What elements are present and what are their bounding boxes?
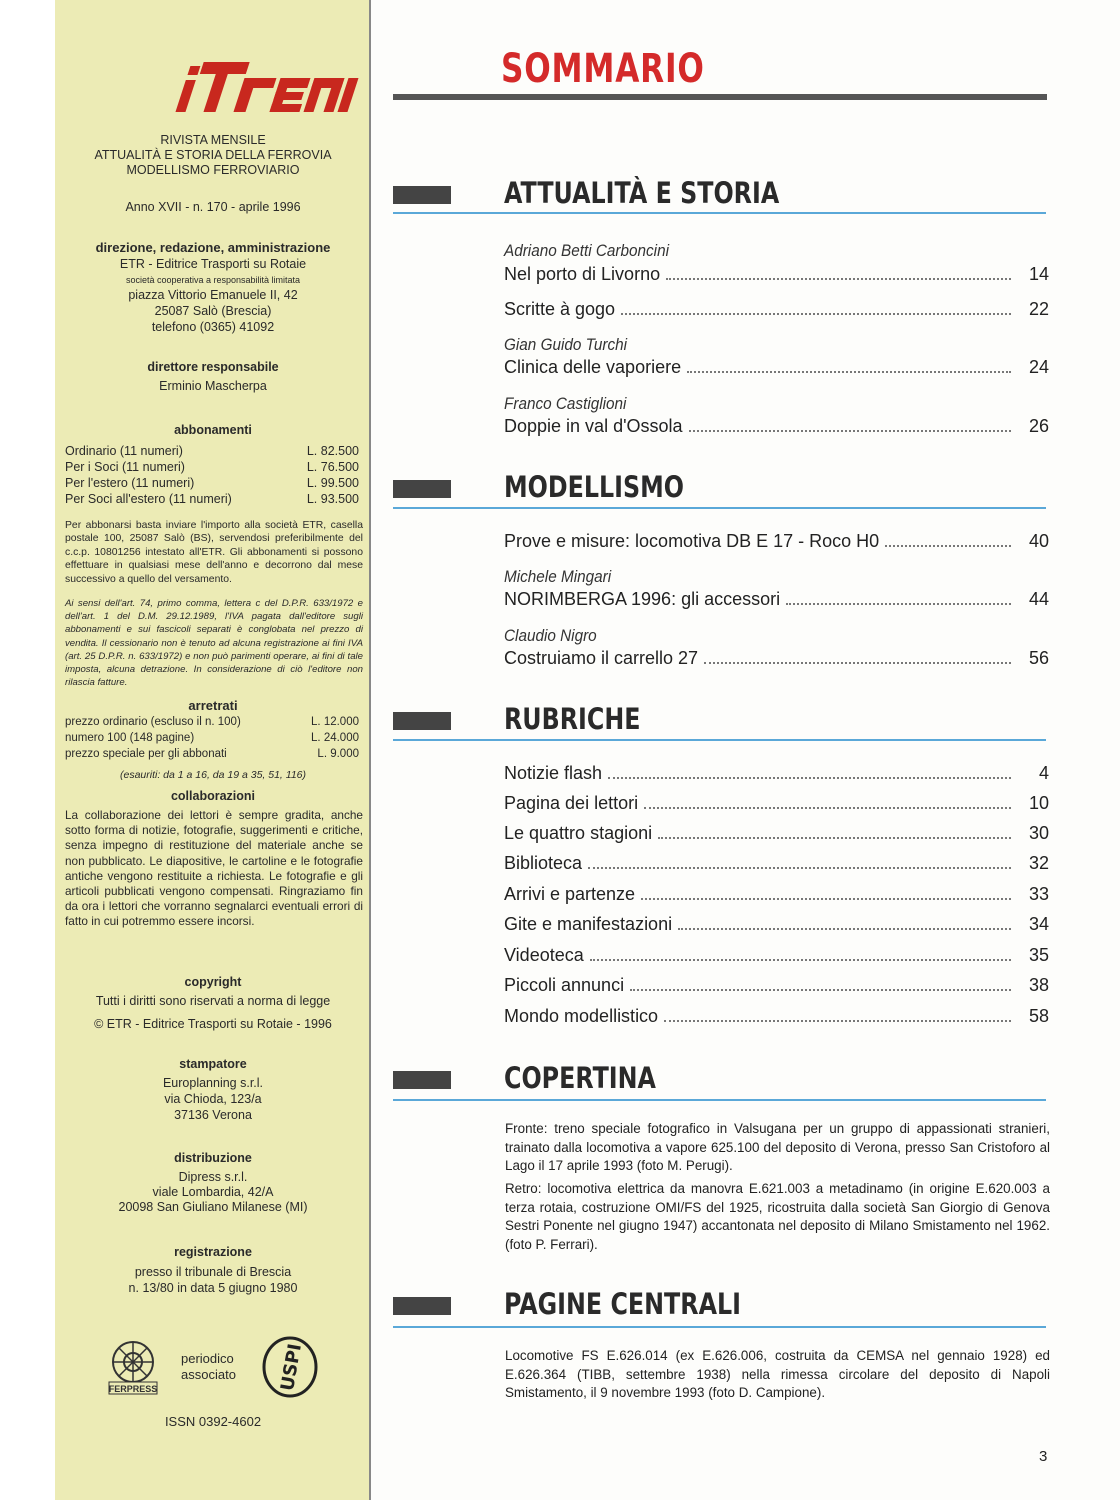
editorial-heading: direzione, redazione, amministrazione — [95, 240, 331, 255]
subscription-row: Per l'estero (11 numeri) L. 99.500 — [65, 476, 359, 490]
masthead-sidebar — [55, 0, 371, 1500]
collaborations-text: La collaborazione dei lettori è sempre gradita, anche sotto forma di notizie, fotografie, suggerimenti e critiche, senza impegno di restituzione del materiale anche se non pubblicato. Le diapositive, le cartoline e le fotografie antiche vengono restituite a richiesta. Le fotografie e gli articoli pubblicati vengono compensati. Ringraziamo fin da ora i lettori che vorranno segnalarci eventuali errori di fatto in cui potremmo essere incorsi. — [65, 808, 363, 929]
distribution-line: 20098 San Giuliano Milanese (MI) — [118, 1200, 308, 1214]
section-rule — [393, 739, 1046, 741]
tagline-3: MODELLISMO FERROVIARIO — [126, 163, 300, 177]
toc-author: Michele Mingari — [504, 567, 612, 586]
issn: ISSN 0392-4602 — [164, 1414, 262, 1429]
cover-back-caption: Retro: locomotiva elettrica da manovra E.621.003 a metadinamo (in origine E.620.003 a terza rotaia, costruzione OMI/FS del 1925, ricostruita dalla società San Giorgio di Genova Sestri Ponente nel giugno 1947) accantonata nel deposito di Milano Smistamento nel 1962. (foto P. Ferrari). — [505, 1181, 1050, 1252]
toc-entry[interactable]: Mondo modellistico 58 — [504, 1006, 1049, 1026]
page-number: 3 — [1039, 1448, 1048, 1465]
toc-author: Franco Castiglioni — [504, 394, 627, 413]
section-marker — [393, 186, 451, 204]
subscription-note: Per abbonarsi basta inviare l'importo alla società ETR, casella postale 100, 25087 Salò (BS), servendosi preferibilmente del c.c.p. 10801256 intestato all'ETR. Gli abbonamenti si possono effettuare in qualsiasi mese dell'anno e decorrono dal mese successivo a quello del versamento. — [65, 520, 363, 585]
back-issue-row: prezzo speciale per gli abbonati L. 9.000 — [65, 748, 359, 760]
collaborations-heading: collaborazioni — [170, 789, 256, 803]
tagline-2: ATTUALITÀ E STORIA DELLA FERROVIA — [94, 148, 332, 162]
toc-entry[interactable]: Scritte à gogo 22 — [504, 299, 1049, 319]
back-issues-heading: arretrati — [188, 698, 238, 713]
toc-entry[interactable]: Piccoli annunci 38 — [504, 975, 1049, 995]
subscription-row: Per i Soci (11 numeri) L. 76.500 — [65, 460, 359, 474]
toc-entry[interactable]: Costruiamo il carrello 27 56 — [504, 648, 1049, 668]
printer-heading: stampatore — [179, 1057, 247, 1071]
section-rule — [393, 1326, 1046, 1328]
copyright-heading: copyright — [184, 975, 242, 989]
publisher: ETR - Editrice Trasporti su Rotaie — [119, 257, 307, 271]
distribution-heading: distribuzione — [174, 1151, 252, 1165]
subscription-row: Per Soci all'estero (11 numeri) L. 93.500 — [65, 492, 359, 506]
sold-out-note: (esauriti: da 1 a 16, da 19 a 35, 51, 116) — [119, 769, 307, 781]
toc-entry[interactable]: Le quattro stagioni 30 — [504, 823, 1049, 843]
toc-entry[interactable]: Nel porto di Livorno 14 — [504, 264, 1049, 284]
page-margin — [0, 0, 55, 1500]
toc-entry[interactable]: Biblioteca 32 — [504, 853, 1049, 873]
uspi-logo — [261, 1336, 319, 1398]
cover-front-caption: Fronte: treno speciale fotografico in Valsugana per un gruppo di appassionati stranieri, trainato dalla locomotiva a vapore 625.100 del deposito di Verona, presso San Cristoforo al Lago il 17 aprile 1993 (foto M. Perugi). — [505, 1121, 1050, 1173]
table-of-contents — [371, 0, 1120, 1500]
distribution-line: Dipress s.r.l. — [178, 1170, 248, 1184]
toc-entry[interactable]: Clinica delle vaporiere 24 — [504, 357, 1049, 377]
printer-line: 37136 Verona — [174, 1108, 252, 1122]
vat-note: Ai sensi dell'art. 74, primo comma, lettera c del D.P.R. 633/1972 e dell'art. 1 del D.M. 29.12.1989, l'IVA pagata dall'editore sugli abbonamenti e sui fascicoli separati è conglobata nel prezzo di vendita. Il cessionario non è tenuto ad alcuna registrazione ai fini IVA (art. 25 D.P.R. n. 633/1972) e non può parimenti operare, ai fini di tale imposta, alcuna detrazione. In considerazione di ciò l'editore non rilascia fatture. — [65, 598, 363, 689]
associated-label: periodico associato — [181, 1351, 236, 1382]
distribution-line: viale Lombardia, 42/A — [152, 1185, 274, 1199]
section-heading-centrali: PAGINE CENTRALI — [504, 1287, 741, 1321]
toc-author: Claudio Nigro — [504, 626, 597, 645]
toc-entry[interactable]: Notizie flash 4 — [504, 763, 1049, 783]
ferpress-label: FERPRESS — [108, 1384, 158, 1394]
toc-entry[interactable]: Pagina dei lettori 10 — [504, 793, 1049, 813]
printer-line: via Chioda, 123/a — [164, 1092, 262, 1106]
uspi-label: USPI — [277, 1342, 306, 1393]
section-marker — [393, 1297, 451, 1315]
phone: telefono (0365) 41092 — [151, 320, 275, 334]
toc-entry[interactable]: Videoteca 35 — [504, 945, 1049, 965]
back-issue-row: numero 100 (148 pagine) L. 24.000 — [65, 732, 359, 744]
copyright-line-2: © ETR - Editrice Trasporti su Rotaie - 1996 — [94, 1017, 332, 1031]
section-marker — [393, 1071, 451, 1089]
section-heading-rubriche: RUBRICHE — [504, 702, 641, 736]
back-issue-row: prezzo ordinario (escluso il n. 100) L. 12.000 — [65, 716, 359, 728]
section-heading-copertina: COPERTINA — [504, 1061, 656, 1095]
centerfold-caption: Locomotive FS E.626.014 (ex E.626.006, costruita da CEMSA nel gennaio 1928) ed E.626.364 (TIBB, settembre 1938) nella rimessa circolare del deposito di Napoli Smistamento, il 9 novembre 1993 (foto D. Campione). — [505, 1348, 1050, 1400]
toc-entry[interactable]: NORIMBERGA 1996: gli accessori 44 — [504, 589, 1049, 609]
toc-entry[interactable]: Prove e misure: locomotiva DB E 17 - Roco H0 40 — [504, 531, 1049, 551]
toc-author: Gian Guido Turchi — [504, 335, 628, 354]
section-marker — [393, 480, 451, 498]
toc-entry[interactable]: Arrivi e partenze 33 — [504, 884, 1049, 904]
subscription-row: Ordinario (11 numeri) L. 82.500 — [65, 444, 359, 458]
toc-entry[interactable]: Doppie in val d'Ossola 26 — [504, 416, 1049, 436]
section-heading-modellismo: MODELLISMO — [504, 470, 685, 504]
title-rule — [393, 94, 1047, 100]
page-title: SOMMARIO — [501, 46, 705, 92]
toc-author: Adriano Betti Carboncini — [504, 241, 669, 260]
section-rule — [393, 212, 1046, 214]
issue-info: Anno XVII - n. 170 - aprile 1996 — [125, 200, 301, 214]
copyright-line-1: Tutti i diritti sono riservati a norma di legge — [95, 994, 331, 1008]
section-rule — [393, 507, 1046, 509]
toc-entry[interactable]: Gite e manifestazioni 34 — [504, 914, 1049, 934]
registration-line: n. 13/80 in data 5 giugno 1980 — [128, 1281, 298, 1295]
itreni-logo — [173, 58, 363, 116]
subscriptions-heading: abbonamenti — [174, 423, 252, 437]
printer-line: Europlanning s.r.l. — [162, 1076, 264, 1090]
director-heading: direttore responsabile — [147, 360, 279, 374]
ferpress-logo — [105, 1338, 161, 1396]
registration-heading: registrazione — [174, 1245, 252, 1259]
address-1: piazza Vittorio Emanuele II, 42 — [128, 288, 298, 302]
section-rule — [393, 1099, 1046, 1101]
director-name: Erminio Mascherpa — [159, 379, 267, 393]
registration-line: presso il tribunale di Brescia — [134, 1265, 292, 1279]
tagline-1: RIVISTA MENSILE — [160, 133, 266, 147]
section-marker — [393, 712, 451, 730]
address-2: 25087 Salò (Brescia) — [154, 304, 272, 318]
company-type: società cooperativa a responsabilità limitata — [125, 275, 301, 285]
section-heading-attualita: ATTUALITÀ E STORIA — [504, 176, 780, 210]
